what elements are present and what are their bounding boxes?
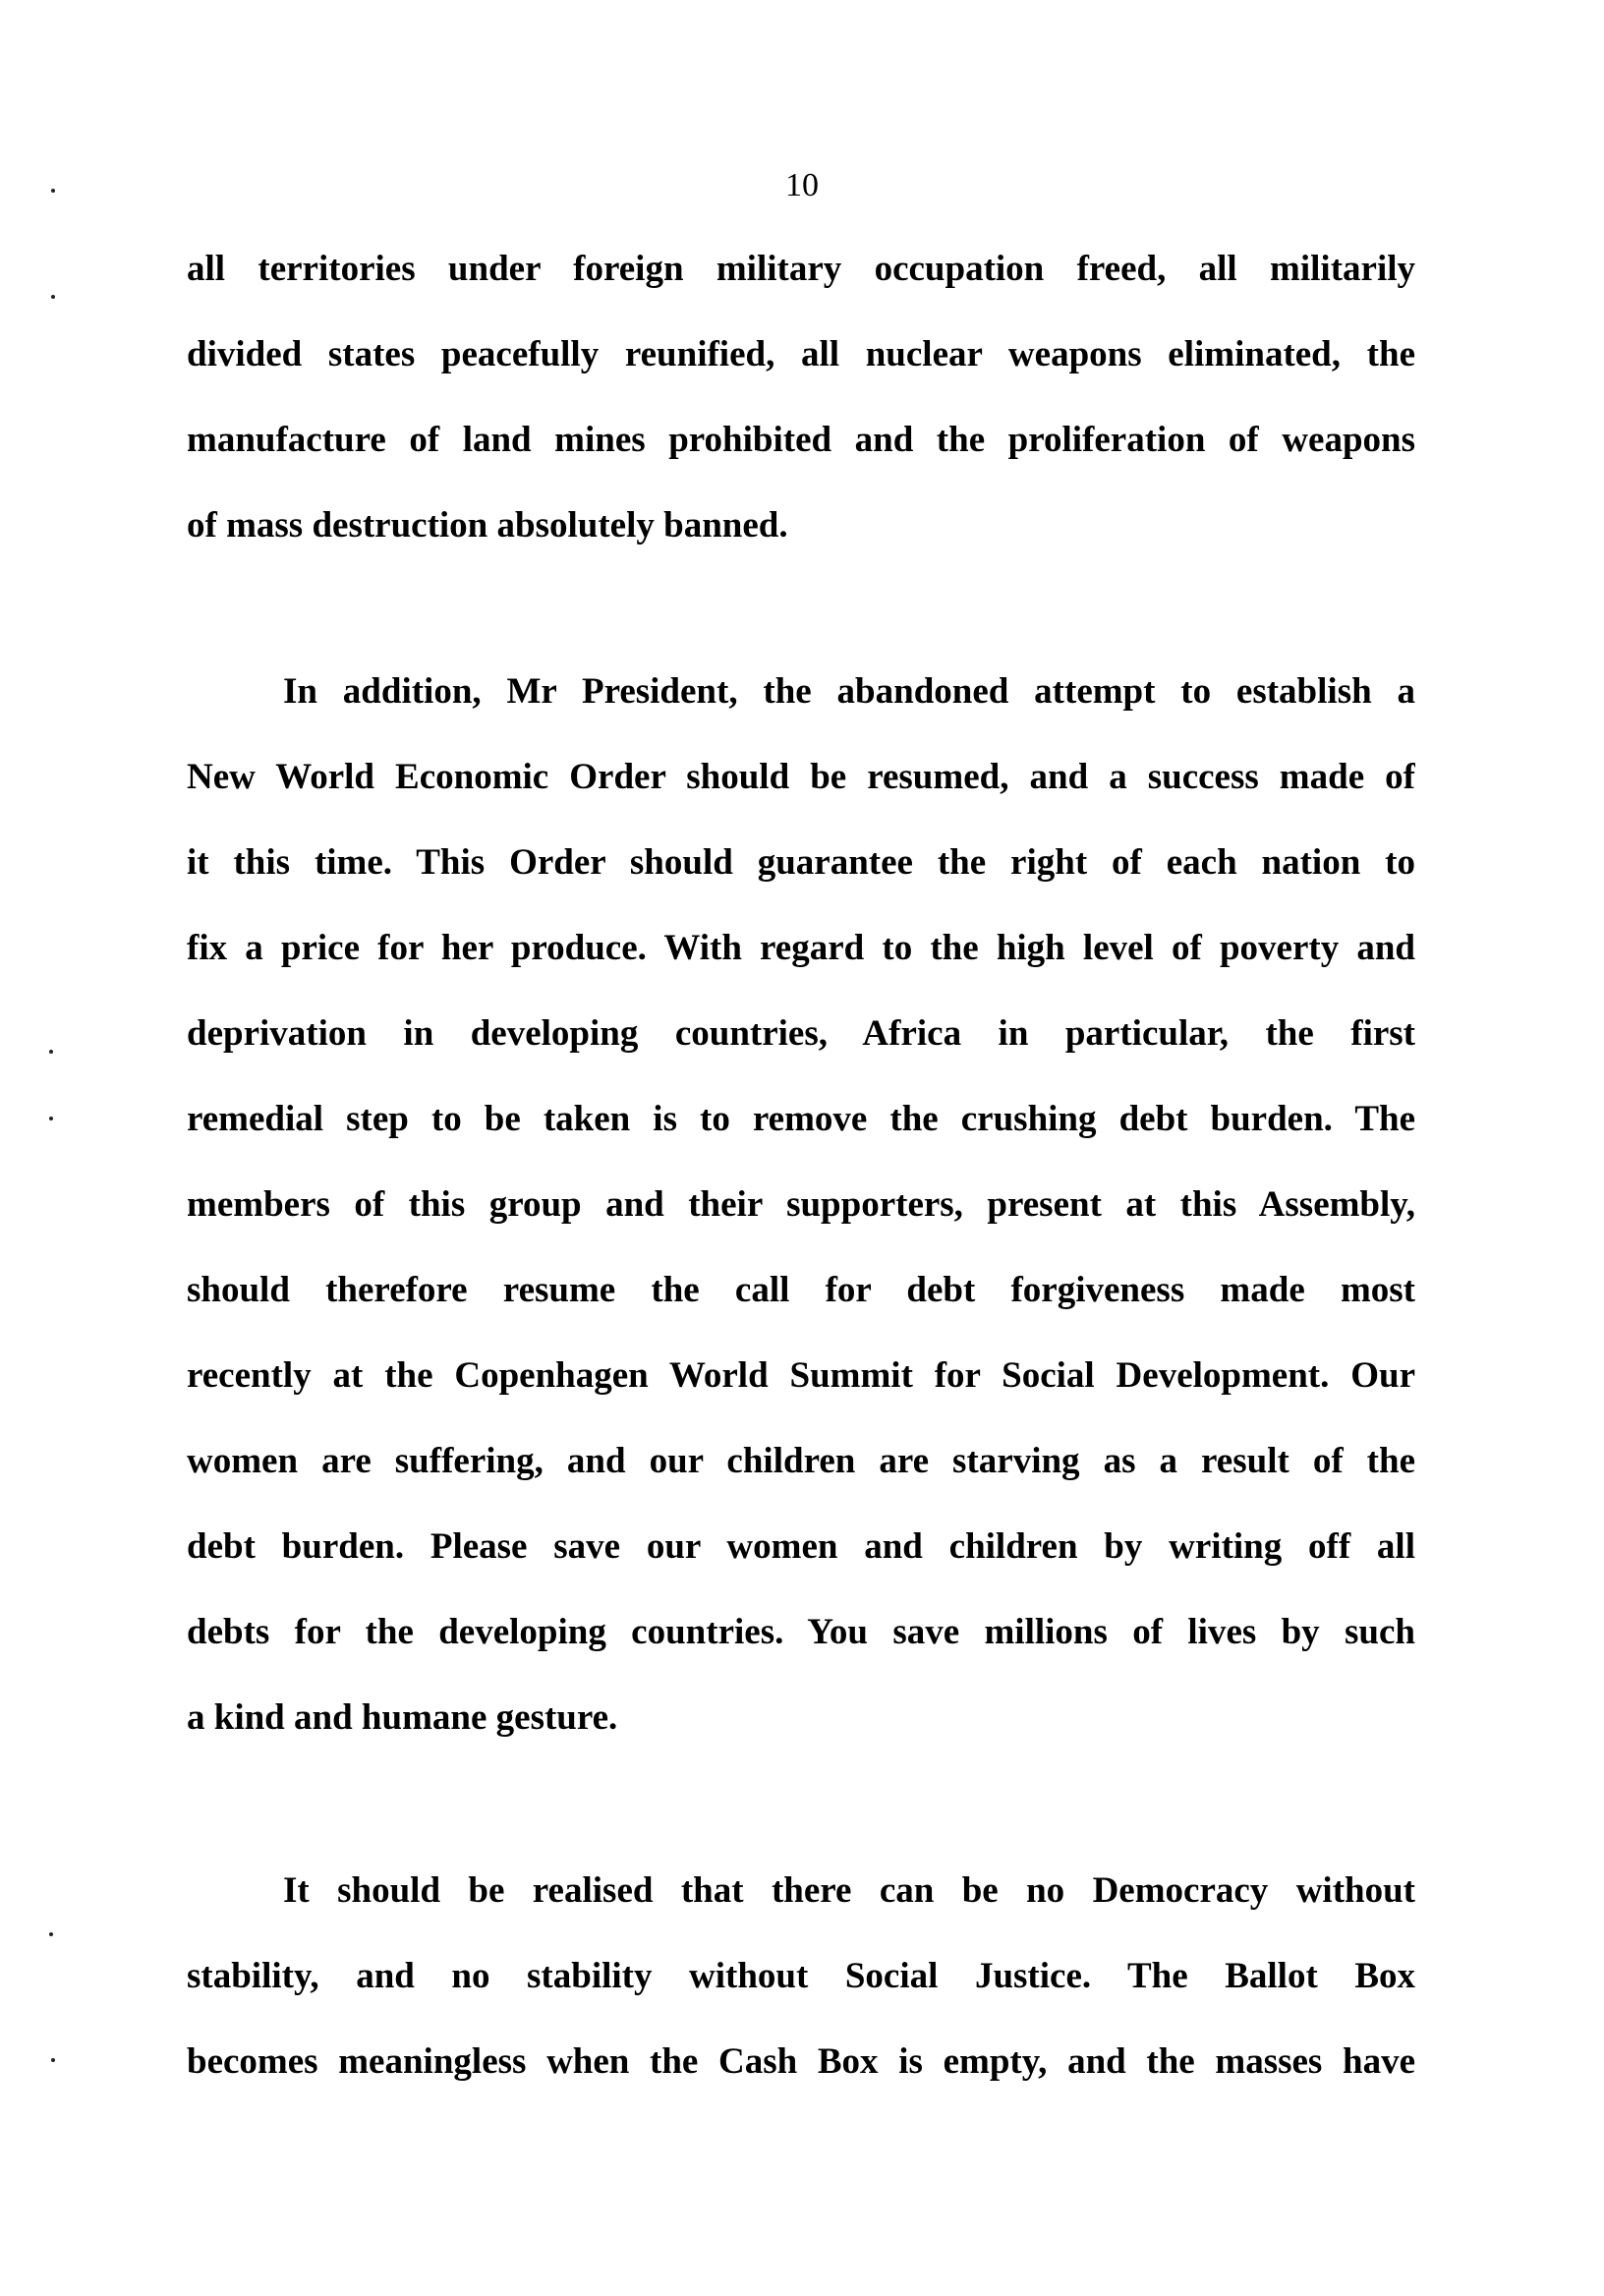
paragraph [187,226,1415,568]
paragraph-line: it this time. This Order should guarantee the right of each nation to [187,842,1415,883]
scan-speck [51,2058,55,2062]
paragraph-line: should therefore resume the call for debt forgiveness made most [187,1270,1415,1310]
paragraph-line: It should be realised that there can be no Democracy without [283,1870,1415,1911]
paragraph-line: of mass destruction absolutely banned. [187,505,788,545]
paragraph-line: debts for the developing countries. You save millions of lives by such [187,1612,1415,1652]
paragraph-line: all territories under foreign military occupation freed, all militarily [187,249,1415,289]
paragraph-line: fix a price for her produce. With regard to the high level of poverty and [187,928,1415,968]
paragraph-line: stability, and no stability without Social Justice. The Ballot Box [187,1956,1415,1996]
paragraph-line: New World Economic Order should be resumed, and a success made of [187,757,1415,797]
paragraph-line: women are suffering, and our children are starving as a result of the [187,1441,1415,1481]
paragraph-line: debt burden. Please save our women and children by writing off all [187,1526,1415,1567]
page-number: 10 [785,167,819,203]
paragraph-line: In addition, Mr President, the abandoned attempt to establish a [283,671,1415,712]
paragraph-line: becomes meaningless when the Cash Box is empty, and the masses have [187,2041,1415,2082]
paragraph-line: manufacture of land mines prohibited and the proliferation of weapons [187,420,1415,460]
paragraph [187,649,1415,1760]
paragraph-line: remedial step to be taken is to remove the crushing debt burden. The [187,1099,1415,1139]
scan-speck [51,189,55,193]
paragraph-line: deprivation in developing countries, Africa in particular, the first [187,1013,1415,1054]
paragraph-line: a kind and humane gesture. [187,1697,618,1738]
scan-speck [49,1050,53,1054]
paragraph-line: divided states peacefully reunified, all nuclear weapons eliminated, the [187,334,1415,374]
paragraph-line: members of this group and their supporters, present at this Assembly, [187,1184,1415,1225]
paragraph-line: recently at the Copenhagen World Summit for Social Development. Our [187,1355,1415,1396]
scan-speck [49,1117,53,1120]
paragraph [187,1848,1415,2104]
scan-speck [51,295,55,299]
scan-speck [49,1932,53,1936]
